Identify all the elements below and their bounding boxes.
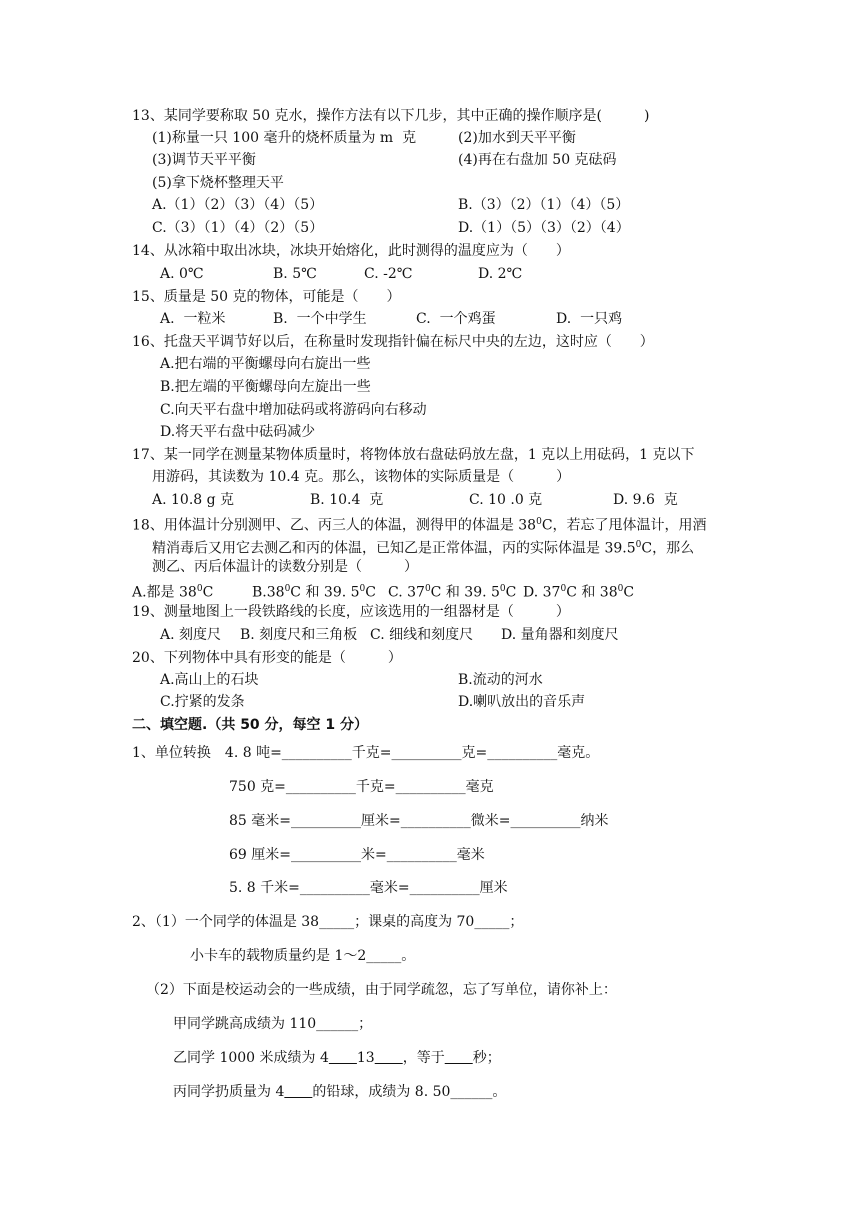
answer-blank[interactable] [329, 1050, 357, 1066]
q16-option-c: C.向天平右盘中增加砝码或将游码向右移动 [160, 402, 427, 418]
q13-step1: (1)称量一只 100 毫升的烧杯质量为 m 克 [152, 130, 417, 146]
fill2-line3: （2）下面是校运动会的一些成绩，由于同学疏忽，忘了写单位，请你补上： [146, 982, 617, 998]
q20-option-b: B.流动的河水 [458, 672, 543, 688]
q15-option-a: A. 一粒米 [160, 311, 226, 327]
q15-option-c: C. 一个鸡蛋 [416, 311, 496, 327]
q17-option-c: C. 10 .0 克 [469, 492, 543, 508]
answer-blank[interactable] [284, 1084, 312, 1100]
q19-option-d: D. 量角器和刻度尺 [501, 627, 619, 643]
q18-stem-line3: 测乙、丙后体温计的读数分别是（ ） [152, 559, 418, 575]
q20-stem: 20、下列物体中具有形变的能是（ ） [132, 650, 402, 666]
degree-mark: 0 [196, 584, 203, 594]
degree-mark: 0 [424, 584, 431, 594]
q19-stem: 19、测量地图上一段铁路线的长度，应该选用的一组器材是（ ） [132, 604, 570, 620]
q13-step4: (4)再在右盘加 50 克砝码 [458, 152, 617, 168]
q13-option-d: D.（1）（5）（3）（2）（4） [458, 220, 630, 236]
q14-option-d: D. 2℃ [478, 266, 523, 282]
q16-option-d: D.将天平右盘中砝码减少 [160, 424, 316, 440]
q18-option-d: D. $37^0C$ 和 $38^0C$ [523, 584, 635, 601]
q20-option-d: D.喇叭放出的音乐声 [458, 694, 586, 710]
q13-step3: (3)调节天平平衡 [152, 152, 256, 168]
q13-option-c: C.（3）（1）（4）（2）（5） [152, 220, 324, 236]
q16-stem: 16、托盘天平调节好以后，在称量时发现指针偏在标尺中央的左边，这时应（ ） [132, 334, 654, 350]
q19-option-c: C. 细线和刻度尺 [370, 627, 474, 643]
degree-mark: 0 [499, 584, 506, 594]
q13-option-a: A.（1）（2）（3）（4）（5） [152, 197, 324, 213]
degree-mark: 0 [617, 584, 624, 594]
fill2-line4: 甲同学跳高成绩为 110______； [173, 1016, 373, 1032]
q18-option-b: $B.38^0C$ 和 39. $5^0C$ [252, 584, 376, 601]
q13-stem: 13、某同学要称取 50 克水，操作方法有以下几步，其中正确的操作顺序是( ) [132, 108, 650, 124]
q15-option-d: D. 一只鸡 [556, 311, 623, 327]
q17-stem-line2: 用游码，其读数为 10.4 克。那么，该物体的实际质量是（ ） [152, 469, 571, 485]
fill1-line3: 85 毫米=__________厘米=__________微米=__________纳米 [229, 813, 609, 829]
q17-option-a: A. 10.8 g 克 [152, 492, 235, 508]
degree-mark: 0 [359, 584, 366, 594]
fill2-line2: 小卡车的载物质量约是 1～2_____。 [190, 948, 416, 964]
q13-step2: (2)加水到天平平衡 [458, 130, 576, 146]
degree-mark: 0 [536, 517, 542, 527]
fill2-line5: 乙同学 1000 米成绩为 4 13 ，等于 秒； [173, 1050, 501, 1066]
fill1-line5: 5. 8 千米=__________毫米=__________厘米 [229, 880, 508, 896]
q17-stem-line1: 17、某一同学在测量某物体质量时，将物体放右盘砝码放左盘，1 克以上用砝码，1 克以下 [132, 447, 695, 463]
fill1-line1: 1、单位转换 4. 8 吨=__________千克=__________克=__________毫克。 [132, 745, 600, 761]
q20-option-c: C.拧紧的发条 [160, 694, 245, 710]
degree-mark: 0 [560, 584, 567, 594]
q14-option-b: B. 5℃ [273, 266, 317, 282]
q18-option-a: A.都是 $38^0C$ [132, 584, 214, 601]
fill2-line1: 2、（1）一个同学的体温是 38_____；课桌的高度为 70_____； [132, 914, 524, 930]
q18-stem-line1: 18、用体温计分别测甲、乙、丙三人的体温，测得甲的体温是 $38^0C$，若忘了甩体温计，用酒 [132, 517, 707, 534]
q14-option-c: C. -2℃ [364, 266, 413, 282]
q16-option-a: A.把右端的平衡螺母向右旋出一些 [160, 356, 371, 372]
q14-option-a: A. 0℃ [160, 266, 204, 282]
fill1-line2: 750 克=__________千克=__________毫克 [229, 779, 494, 795]
q13-step5: (5)拿下烧杯整理天平 [152, 175, 284, 191]
q16-option-b: B.把左端的平衡螺母向左旋出一些 [160, 379, 371, 395]
fill2-line6: 丙同学扔质量为 4 的铅球，成绩为 8. 50______。 [173, 1084, 507, 1100]
q15-stem: 15、质量是 50 克的物体，可能是（ ） [132, 289, 401, 305]
degree-mark: 0 [635, 540, 642, 550]
section-title: 二、填空题.（共 50 分，每空 1 分） [132, 717, 369, 733]
q18-option-c: C. $37^0C$ 和 39. $5^0C$ [388, 584, 517, 601]
q19-option-a: A. 刻度尺 [160, 627, 222, 643]
q14-stem: 14、从冰箱中取出冰块，冰块开始熔化，此时测得的温度应为（ ） [132, 243, 570, 259]
q20-option-a: A.高山上的石块 [160, 672, 259, 688]
answer-blank[interactable] [445, 1050, 473, 1066]
q13-option-b: B.（3）（2）（1）（4）（5） [458, 197, 630, 213]
answer-blank[interactable] [375, 1050, 403, 1066]
q17-option-d: D. 9.6 克 [613, 492, 678, 508]
q17-option-b: B. 10.4 克 [310, 492, 384, 508]
q18-stem-line2: 精消毒后又用它去测乙和丙的体温，已知乙是正常体温，丙的实际体温是 39.5$^0$C，那么 [152, 540, 695, 557]
q19-option-b: B. 刻度尺和三角板 [240, 627, 358, 643]
degree-mark: 0 [284, 584, 291, 594]
fill1-line4: 69 厘米=__________米=__________毫米 [229, 847, 485, 863]
q15-option-b: B. 一个中学生 [273, 311, 367, 327]
